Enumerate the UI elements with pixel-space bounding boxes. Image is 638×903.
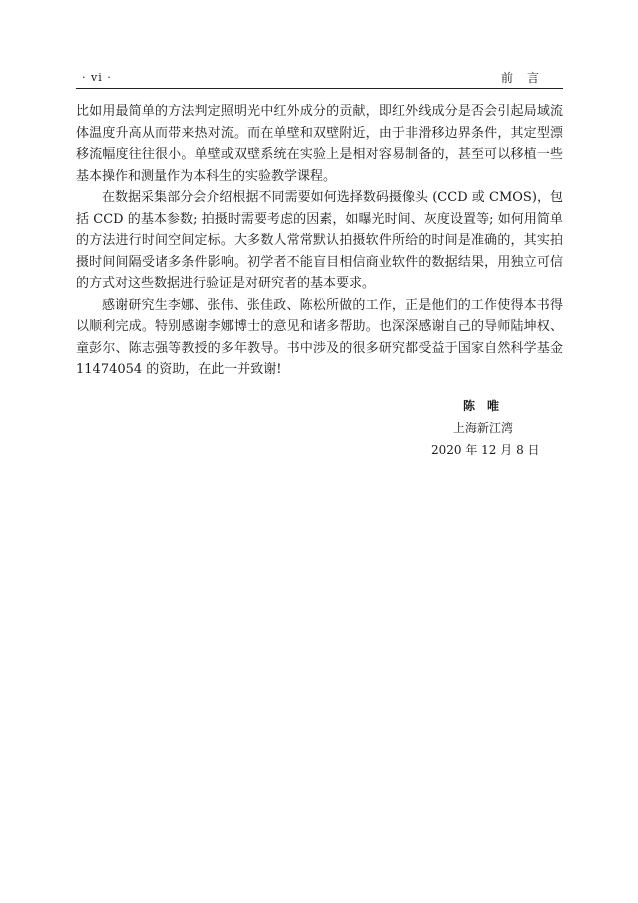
- running-head: [76, 70, 563, 88]
- author-place: 上海新江湾: [453, 421, 514, 435]
- signature-date: 2020 年 12 月 8 日: [431, 443, 540, 457]
- paragraph-3: 感谢研究生李娜、张伟、张佳政、陈松所做的工作，正是他们的工作使得本书得以顺利完成。特别感谢李娜博士的意见和诸多帮助。也深深感谢自己的导师陆坤权、童彭尔、陈志强等教授的多年教导。书中涉及的很多研究都受益于国家自然科学基金 11474054 的资助，在此一并致谢!: [76, 297, 563, 377]
- body-text: [76, 101, 563, 381]
- paragraph-2: 在数据采集部分会介绍根据不同需要如何选择数码摄像头 (CCD 或 CMOS)，包括 CCD 的基本参数; 拍摄时需要考虑的因素，如曝光时间、灰度设置等; 如何用简单的方法进行时间空间定标。大多数人常常默认拍摄软件所给的时间是准确的，其实拍摄时间间隔受诸多条件影响。初学者不能盲目相信商业软件的数据结果，用独立可信的方式对这些数据进行验证是对研究者的基本要求。: [76, 190, 563, 291]
- header-rule: [76, 88, 563, 89]
- section-title: 前言: [500, 71, 553, 85]
- page-number: · vi ·: [82, 71, 112, 84]
- author-name: 陈唯: [463, 399, 512, 413]
- paragraph-1: 比如用最简单的方法判定照明光中红外成分的贡献，即红外线成分是否会引起局域流体温度升高从而带来热对流。而在单壁和双壁附近，由于非滑移边界条件，其定型漂移流幅度往往很小。单壁或双壁系统在实验上是相对容易制备的，甚至可以移植一些基本操作和测量作为本科生的实验教学课程。: [76, 104, 563, 184]
